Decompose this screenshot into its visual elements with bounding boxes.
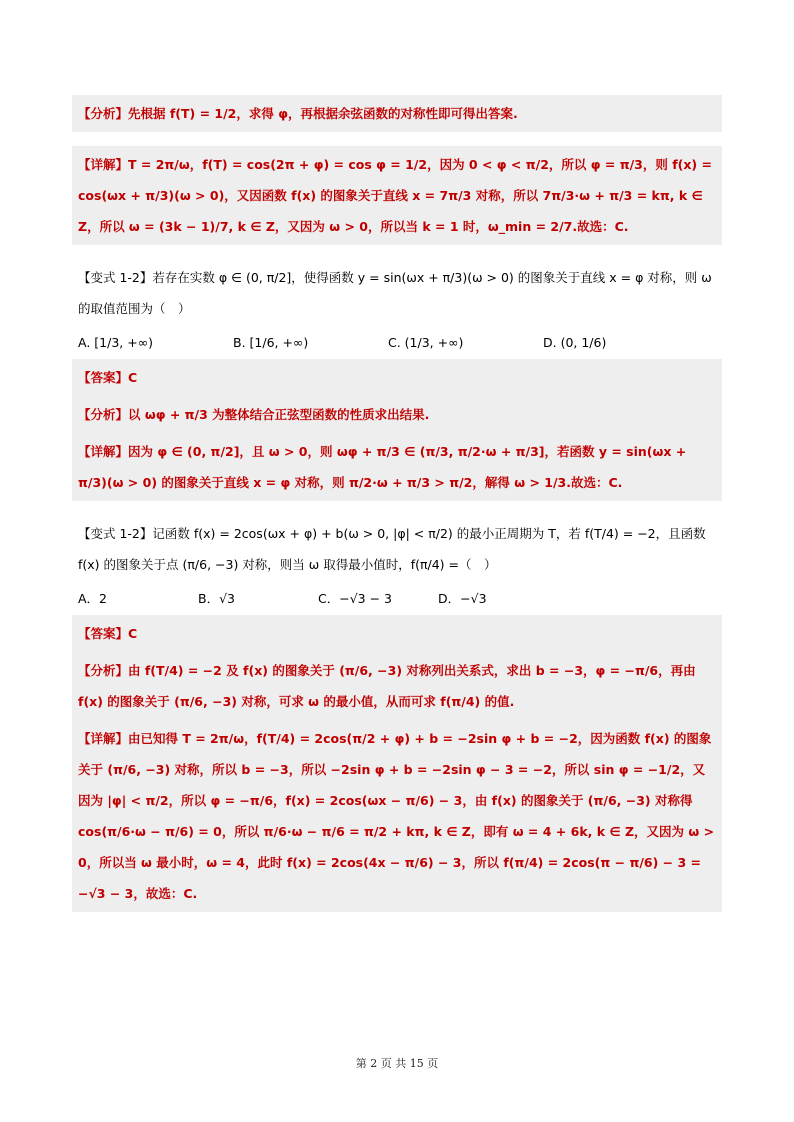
option-d: D. (0, 1/6) bbox=[543, 335, 607, 350]
answer-block-1: 【答案】C bbox=[72, 359, 722, 396]
answer-options-1 bbox=[72, 327, 722, 359]
page-footer: 第 2 页 共 15 页 bbox=[355, 1057, 439, 1070]
problem-variant-1: 【变式 1-2】若存在实数 φ ∈ (0, π/2]，使得函数 y = sin(ωx + π/3)(ω > 0) 的图象关于直线 x = φ 对称，则 ω 的取值范围为（ ） bbox=[78, 270, 712, 316]
solution-block-2: 【详解】因为 φ ∈ (0, π/2]，且 ω > 0，则 ωφ + π/3 ∈ (π/3, π/2·ω + π/3]，若函数 y = sin(ωx + π/3)(ω > 0) 的图象关于直线 x = φ 对称，则 π/2·ω + π/3 > π/2，解得 ω > 1/3.故选：C. bbox=[72, 433, 722, 501]
option-d: D．−√3 bbox=[438, 591, 487, 606]
analysis-block-3: 【分析】由 f(T/4) = −2 及 f(x) 的图象关于 (π/6, −3) 对称列出关系式，求出 b = −3，φ = −π/6，再由 f(x) 的图象关于 (π/6, −3) 对称，可求 ω 的最小值，从而可求 f(π/4) 的值. bbox=[72, 652, 722, 720]
document-body bbox=[72, 95, 722, 912]
analysis-block-1: 【分析】先根据 f(T) = 1/2，求得 φ，再根据余弦函数的对称性即可得出答案. bbox=[72, 95, 722, 132]
solution-block-3: 【详解】由已知得 T = 2π/ω，f(T/4) = 2cos(π/2 + φ) + b = −2sin φ + b = −2，因为函数 f(x) 的图象关于 (π/6, −3) 对称，所以 b = −3，所以 −2sin φ + b = −2sin φ − 3 = −2，所以 sin φ = −1/2，又因为 |φ| < π/2，所以 φ = −π/6，f(x) = 2cos(ωx − π/6) − 3，由 f(x) 的图象关于 (π/6, −3) 对称得 cos(π/6·ω − π/6) = 0，所以 π/6·ω − π/6 = π/2 + kπ, k ∈ Z，即有 ω = 4 + 6k, k ∈ Z，又因为 ω > 0，所以当 ω 最小时，ω = 4，此时 f(x) = 2cos(4x − π/6) − 3，所以 f(π/4) = 2cos(π − π/6) − 3 = −√3 − 3，故选：C. bbox=[72, 720, 722, 912]
option-b: B．√3 bbox=[198, 591, 235, 606]
answer-options-2 bbox=[72, 583, 722, 615]
analysis-block-2: 【分析】以 ωφ + π/3 为整体结合正弦型函数的性质求出结果. bbox=[72, 396, 722, 433]
solution-block-1: 【详解】T = 2π/ω，f(T) = cos(2π + φ) = cos φ = 1/2，因为 0 < φ < π/2，所以 φ = π/3，则 f(x) = cos(ωx + π/3)(ω > 0)，又因函数 f(x) 的图象关于直线 x = 7π/3 对称，所以 7π/3·ω + π/3 = kπ, k ∈ Z，所以 ω = (3k − 1)/7, k ∈ Z，又因为 ω > 0，所以当 k = 1 时，ω_min = 2/7.故选：C. bbox=[72, 146, 722, 245]
option-a: A．2 bbox=[78, 591, 108, 606]
option-c: C．−√3 − 3 bbox=[318, 591, 392, 606]
option-a: A. [1/3, +∞) bbox=[78, 335, 153, 350]
answer-block-2: 【答案】C bbox=[72, 615, 722, 652]
option-b: B. [1/6, +∞) bbox=[233, 335, 309, 350]
option-c: C. (1/3, +∞) bbox=[388, 335, 464, 350]
problem-variant-2: 【变式 1-2】记函数 f(x) = 2cos(ωx + φ) + b(ω > 0, |φ| < π/2) 的最小正周期为 T，若 f(T/4) = −2，且函数 f(x) 的图象关于点 (π/6, −3) 对称，则当 ω 取得最小值时，f(π/4) =（ ） bbox=[78, 526, 706, 572]
